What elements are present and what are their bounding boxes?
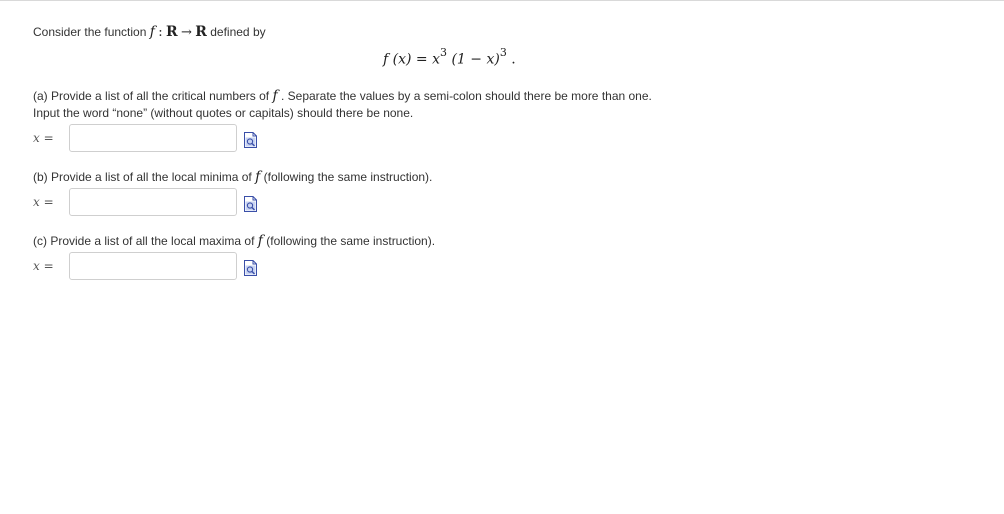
part-b-answer-label (33, 195, 54, 209)
intro-codomain: R (195, 24, 207, 40)
part-a-answer-input[interactable] (69, 124, 237, 152)
part-b-label-var: x (33, 195, 40, 209)
part-b-text: (b) Provide a list of all the local minima of (33, 170, 252, 184)
part-c-label-var: x (33, 259, 40, 273)
part-a-instruction: Input the word “none” (without quotes or capitals) should there be none. (33, 106, 414, 120)
part-a-function-symbol: f (272, 88, 278, 104)
part-c-prompt (33, 233, 435, 250)
part-a-text-after: . Separate the values by a semi-colon should there be more than one. (280, 89, 652, 103)
part-b-function-symbol: f (255, 169, 261, 185)
question-intro (33, 23, 266, 42)
part-a-prompt (33, 88, 652, 122)
equation-exponent-2: 3 (499, 46, 507, 59)
part-a-text: (a) Provide a list of all the critical numbers of (33, 89, 270, 103)
part-b-text-after: (following the same instruction). (263, 170, 433, 184)
part-c-answer-input[interactable] (69, 252, 237, 280)
part-b-prompt (33, 169, 432, 186)
part-a-answer-row (33, 124, 273, 154)
equation-equals: = (415, 51, 428, 68)
part-c-answer-row (33, 252, 273, 282)
intro-function-symbol: f (149, 24, 155, 40)
equation-factor: (1 − x) (451, 51, 500, 68)
part-c-function-symbol: f (257, 233, 263, 249)
top-divider (0, 0, 1004, 1)
equation-arg: (x) (392, 51, 412, 68)
part-b-answer-row (33, 188, 273, 218)
part-a-answer-label (33, 131, 54, 145)
part-c-answer-label (33, 259, 54, 273)
equation-f: f (383, 51, 389, 68)
part-c-text-after: (following the same instruction). (266, 234, 436, 248)
part-c-text: (c) Provide a list of all the local maxima of (33, 234, 255, 248)
intro-suffix: defined by (210, 25, 266, 39)
part-a-label-eq: = (43, 131, 54, 145)
preview-answer-icon[interactable] (244, 132, 257, 148)
equation-x: x (432, 51, 441, 68)
intro-domain: R (166, 24, 178, 40)
part-b-answer-input[interactable] (69, 188, 237, 216)
equation-period: . (511, 51, 516, 68)
intro-prefix: Consider the function (33, 25, 147, 39)
equation-exponent-1: 3 (440, 46, 448, 59)
preview-answer-icon[interactable] (244, 260, 257, 276)
part-a-label-var: x (33, 131, 40, 145)
part-c-label-eq: = (43, 259, 54, 273)
preview-answer-icon[interactable] (244, 196, 257, 212)
part-b-label-eq: = (43, 195, 54, 209)
function-equation (383, 44, 516, 71)
intro-colon: : (158, 25, 163, 40)
intro-arrow: → (181, 25, 192, 40)
